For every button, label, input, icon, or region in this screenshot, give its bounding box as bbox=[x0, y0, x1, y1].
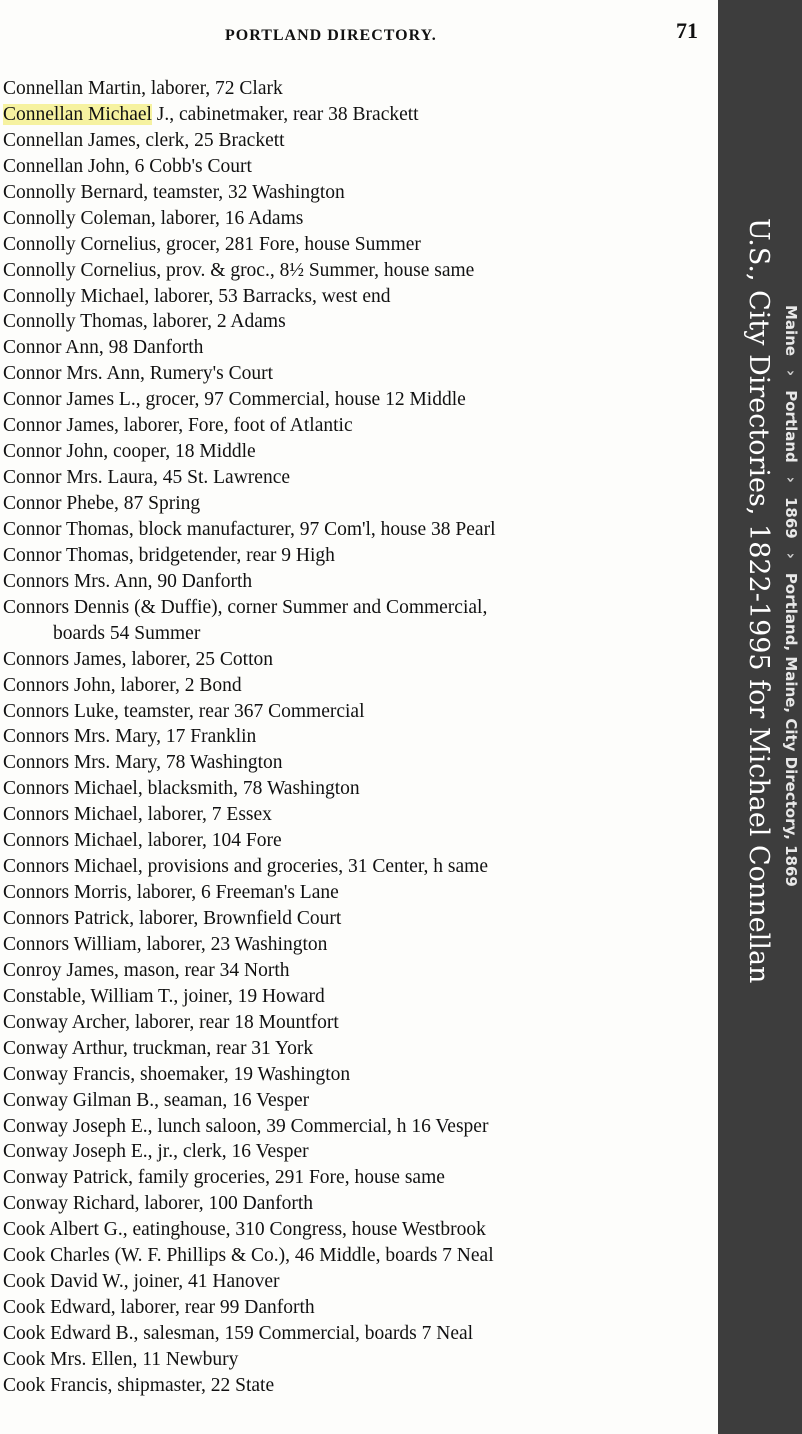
entry-text: Connellan James, clerk, 25 Brackett bbox=[3, 129, 285, 151]
entry-text: Connor Phebe, 87 Spring bbox=[3, 493, 201, 514]
entry-text: Connor Mrs. Ann, Rumery's Court bbox=[3, 363, 274, 385]
entry-text: Connor Thomas, block manufacturer, 97 Com'l, house 38 Pearl bbox=[3, 518, 496, 540]
entry-text: Connors Morris, laborer, 6 Freeman's Lane bbox=[3, 882, 339, 904]
directory-entry bbox=[3, 828, 715, 854]
directory-entry bbox=[3, 1347, 715, 1373]
entry-text: Conway Joseph E., lunch saloon, 39 Commercial, h 16 Vesper bbox=[3, 1115, 489, 1137]
directory-entry bbox=[3, 543, 715, 569]
directory-entry bbox=[3, 673, 715, 699]
directory-entry bbox=[3, 1036, 715, 1062]
entry-text: Conway Joseph E., jr., clerk, 16 Vesper bbox=[3, 1141, 309, 1163]
entry-text: Conway Archer, laborer, rear 18 Mountfort bbox=[3, 1011, 339, 1033]
directory-entry bbox=[3, 1243, 715, 1269]
directory-entry bbox=[3, 699, 715, 725]
entry-text: Conway Richard, laborer, 100 Danforth bbox=[3, 1193, 314, 1215]
directory-entry bbox=[3, 1321, 715, 1347]
entry-text: Connor James, laborer, Fore, foot of Atlantic bbox=[3, 415, 353, 437]
directory-entry bbox=[3, 361, 715, 387]
directory-entry bbox=[3, 1295, 715, 1321]
directory-entry bbox=[3, 491, 715, 517]
entry-text: Connolly Michael, laborer, 53 Barracks, west end bbox=[3, 285, 391, 307]
entry-text: Cook Albert G., eatinghouse, 310 Congress, house Westbrook bbox=[3, 1219, 486, 1241]
entry-text: Connolly Cornelius, prov. & groc., 8½ Summer, house same bbox=[3, 259, 475, 281]
directory-entry bbox=[3, 335, 715, 361]
entry-text: Connor Mrs. Laura, 45 St. Lawrence bbox=[3, 467, 291, 489]
chevron-right-icon: › bbox=[782, 370, 800, 377]
entry-text: Cook Edward, laborer, rear 99 Danforth bbox=[3, 1297, 315, 1319]
chevron-right-icon: › bbox=[782, 552, 800, 559]
entry-text: Cook Edward B., salesman, 159 Commercial, boards 7 Neal bbox=[3, 1323, 474, 1344]
directory-entry bbox=[3, 854, 715, 880]
breadcrumb-item[interactable]: Portland bbox=[782, 390, 800, 463]
breadcrumb-item[interactable]: 1869 bbox=[782, 496, 800, 539]
directory-entry bbox=[3, 1139, 715, 1165]
directory-entry bbox=[3, 1217, 715, 1243]
highlighted-name: Connellan Michael bbox=[3, 103, 152, 125]
directory-entry bbox=[3, 569, 715, 595]
directory-entry bbox=[3, 1114, 715, 1140]
collection-title: U.S., City Directories, 1822-1995 for Michael Connellan bbox=[743, 218, 774, 984]
entry-text: Connors James, laborer, 25 Cotton bbox=[3, 648, 274, 670]
directory-entry bbox=[3, 1062, 715, 1088]
directory-entry bbox=[3, 958, 715, 984]
directory-entry bbox=[3, 724, 715, 750]
entry-text: Conway Francis, shoemaker, 19 Washington bbox=[3, 1063, 351, 1085]
directory-entry bbox=[3, 439, 715, 465]
entry-text: Cook Francis, shipmaster, 22 State bbox=[3, 1374, 275, 1396]
entry-text: Connors Michael, laborer, 7 Essex bbox=[3, 804, 272, 826]
breadcrumb bbox=[782, 305, 800, 887]
entry-text: Connor James L., grocer, 97 Commercial, house 12 Middle bbox=[3, 389, 466, 411]
record-sidebar bbox=[718, 0, 802, 1434]
directory-entry bbox=[3, 517, 715, 543]
directory-entry bbox=[3, 258, 715, 284]
directory-entry bbox=[3, 1269, 715, 1295]
entry-text: Connors Mrs. Mary, 17 Franklin bbox=[3, 726, 257, 748]
entry-text: J., cabinetmaker, rear 38 Brackett bbox=[151, 103, 419, 125]
directory-entry bbox=[3, 906, 715, 932]
entry-text: Connors John, laborer, 2 Bond bbox=[3, 674, 242, 696]
entry-text: Connolly Bernard, teamster, 32 Washington bbox=[3, 181, 345, 203]
entry-text: Connors Michael, laborer, 104 Fore bbox=[3, 830, 282, 852]
entry-text: Constable, William T., joiner, 19 Howard bbox=[3, 985, 325, 1007]
entry-text: Conroy James, mason, rear 34 North bbox=[3, 959, 290, 981]
entry-text: Connors Dennis (& Duffie), corner Summer and Commercial, bbox=[3, 596, 488, 618]
entry-text: boards 54 Summer bbox=[53, 622, 201, 644]
page-number: 71 bbox=[676, 18, 698, 43]
entry-text: Connor Ann, 98 Danforth bbox=[3, 337, 204, 359]
entry-text: Connellan Martin, laborer, 72 Clark bbox=[3, 78, 283, 99]
directory-entry bbox=[3, 387, 715, 413]
entry-text: Conway Arthur, truckman, rear 31 York bbox=[3, 1037, 314, 1059]
entry-text: Connors Mrs. Mary, 78 Washington bbox=[3, 752, 283, 774]
directory-entry-highlighted bbox=[3, 102, 715, 128]
entry-text: Connors Michael, provisions and groceries, 31 Center, h same bbox=[3, 856, 488, 878]
directory-entry bbox=[3, 1088, 715, 1114]
directory-entry bbox=[3, 932, 715, 958]
directory-entry bbox=[3, 776, 715, 802]
breadcrumb-item[interactable]: Portland, Maine, City Directory, 1869 bbox=[782, 572, 800, 887]
entry-text: Conway Gilman B., seaman, 16 Vesper bbox=[3, 1089, 310, 1111]
directory-entry bbox=[3, 1010, 715, 1036]
directory-entry bbox=[3, 154, 715, 180]
entry-text: Cook David W., joiner, 41 Hanover bbox=[3, 1271, 280, 1293]
directory-entries bbox=[3, 76, 715, 1399]
entry-text: Connolly Thomas, laborer, 2 Adams bbox=[3, 311, 286, 333]
entry-text: Connors Luke, teamster, rear 367 Commercial bbox=[3, 700, 365, 722]
entry-text: Cook Mrs. Ellen, 11 Newbury bbox=[3, 1348, 239, 1370]
entry-text: Connor Thomas, bridgetender, rear 9 High bbox=[3, 544, 335, 566]
directory-entry bbox=[3, 595, 715, 621]
entry-text: Connolly Cornelius, grocer, 281 Fore, house Summer bbox=[3, 233, 421, 255]
entry-text: Connors Michael, blacksmith, 78 Washington bbox=[3, 778, 360, 800]
chevron-right-icon: › bbox=[782, 476, 800, 483]
directory-entry bbox=[3, 284, 715, 310]
directory-entry bbox=[3, 465, 715, 491]
directory-entry bbox=[3, 309, 715, 335]
directory-entry bbox=[3, 621, 715, 647]
entry-text: Connor John, cooper, 18 Middle bbox=[3, 441, 256, 463]
directory-entry bbox=[3, 880, 715, 906]
directory-entry bbox=[3, 1191, 715, 1217]
directory-entry bbox=[3, 180, 715, 206]
directory-entry bbox=[3, 232, 715, 258]
breadcrumb-item[interactable]: Maine bbox=[782, 305, 800, 357]
page-header-title: PORTLAND DIRECTORY. bbox=[225, 27, 437, 44]
entry-text: Connors Mrs. Ann, 90 Danforth bbox=[3, 570, 253, 592]
entry-text: Connolly Coleman, laborer, 16 Adams bbox=[3, 207, 304, 229]
directory-entry bbox=[3, 206, 715, 232]
directory-entry bbox=[3, 802, 715, 828]
entry-text: Connors Patrick, laborer, Brownfield Court bbox=[3, 908, 342, 929]
directory-entry bbox=[3, 76, 715, 102]
entry-text: Connors William, laborer, 23 Washington bbox=[3, 933, 328, 955]
entry-text: Conway Patrick, family groceries, 291 Fore, house same bbox=[3, 1167, 445, 1189]
directory-entry bbox=[3, 647, 715, 673]
directory-entry bbox=[3, 413, 715, 439]
directory-entry bbox=[3, 1373, 715, 1399]
directory-entry bbox=[3, 750, 715, 776]
directory-entry bbox=[3, 984, 715, 1010]
entry-text: Connellan John, 6 Cobb's Court bbox=[3, 155, 252, 177]
directory-entry bbox=[3, 1165, 715, 1191]
entry-text: Cook Charles (W. F. Phillips & Co.), 46 Middle, boards 7 Neal bbox=[3, 1245, 494, 1267]
directory-entry bbox=[3, 128, 715, 154]
